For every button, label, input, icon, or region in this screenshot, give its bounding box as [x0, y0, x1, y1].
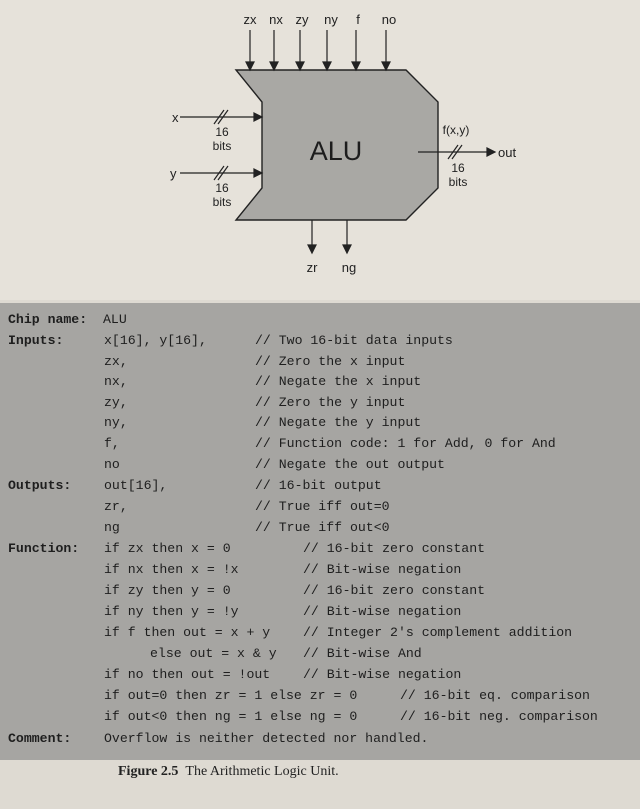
input-x-label: x: [172, 110, 179, 125]
alu-diagram-svg: [0, 0, 640, 300]
figure-caption: [118, 764, 339, 780]
output-comment: // True iff out=0: [255, 499, 390, 514]
input-comment: // Negate the x input: [255, 374, 422, 389]
chip-name-label: Chip name:: [8, 312, 88, 327]
control-zy-label: zy: [295, 12, 309, 27]
output-row: [0, 497, 390, 517]
function-code: else out = x & y: [150, 646, 277, 661]
chip-spec: [0, 303, 640, 760]
control-f-label: f: [356, 12, 360, 27]
function-comment: // Bit-wise negation: [303, 562, 462, 577]
output-name: zr,: [104, 499, 128, 514]
chip-name-row: [0, 310, 127, 330]
output-row: [0, 476, 382, 496]
function-comment: // Integer 2's complement addition: [303, 625, 573, 640]
function-row: [0, 560, 462, 580]
input-name: zx,: [104, 354, 128, 369]
input-comment: // Two 16-bit data inputs: [255, 333, 453, 348]
output-name: out[16],: [104, 478, 168, 493]
input-row: [0, 372, 422, 392]
comment-row: [0, 729, 429, 749]
function-row: [0, 581, 486, 601]
input-comment: // Function code: 1 for Add, 0 for And: [255, 436, 556, 451]
output-comment: // True iff out<0: [255, 520, 390, 535]
alu-diagram: [0, 0, 640, 300]
chip-name: ALU: [103, 312, 127, 327]
function-code: if f then out = x + y: [104, 625, 271, 640]
function-comment: // 16-bit zero constant: [303, 583, 486, 598]
input-x-unit: bits: [212, 139, 232, 153]
outputs-label: Outputs:: [8, 478, 72, 493]
function-row: [0, 602, 462, 622]
input-name: zy,: [104, 395, 128, 410]
output-name: ng: [104, 520, 120, 535]
control-ny-label: ny: [324, 12, 338, 27]
function-comment: // 16-bit zero constant: [303, 541, 486, 556]
function-row: [0, 623, 573, 643]
input-y-unit: bits: [212, 195, 232, 209]
input-y-bus: [180, 166, 262, 180]
output-zr-label: zr: [306, 260, 318, 275]
function-row: [0, 644, 422, 664]
status-outputs: [308, 220, 351, 253]
comment-label: Comment:: [8, 731, 72, 746]
input-comment: // Zero the y input: [255, 395, 406, 410]
alu-label: ALU: [309, 136, 363, 166]
function-row: [0, 707, 598, 727]
output-out-label: out: [498, 145, 517, 160]
output-ng-label: ng: [341, 260, 357, 275]
input-row: [0, 352, 406, 372]
function-comment: // 16-bit eq. comparison: [400, 688, 590, 703]
function-section-label: Function:: [8, 541, 80, 556]
function-comment: // Bit-wise negation: [303, 604, 462, 619]
input-row: [0, 434, 556, 454]
output-out-unit: bits: [448, 175, 468, 189]
input-x-width: 16: [215, 125, 229, 139]
output-comment: // 16-bit output: [255, 478, 382, 493]
input-row: [0, 455, 445, 475]
input-row: [0, 331, 453, 351]
input-name: ny,: [104, 415, 128, 430]
control-no-label: no: [381, 12, 397, 27]
input-name: f,: [104, 436, 120, 451]
function-comment: // 16-bit neg. comparison: [400, 709, 598, 724]
figure-number: Figure 2.5: [118, 764, 179, 779]
input-name: x[16], y[16],: [104, 333, 207, 348]
function-code: if out<0 then ng = 1 else ng = 0: [104, 709, 358, 724]
function-row: [0, 665, 462, 685]
function-code: if zy then y = 0: [104, 583, 231, 598]
control-inputs: [246, 30, 390, 70]
function-comment: // Bit-wise And: [303, 646, 422, 661]
input-row: [0, 393, 406, 413]
input-x-bus: [180, 110, 262, 124]
figure-caption-text: The Arithmetic Logic Unit.: [185, 764, 339, 779]
control-nx-label: nx: [269, 12, 283, 27]
input-y-label: y: [170, 166, 177, 181]
input-y-width: 16: [215, 181, 229, 195]
function-code: if zx then x = 0: [104, 541, 231, 556]
output-row: [0, 518, 390, 538]
input-row: [0, 413, 422, 433]
function-row: [0, 539, 486, 559]
function-row: [0, 686, 590, 706]
input-comment: // Negate the out output: [255, 457, 445, 472]
input-comment: // Negate the y input: [255, 415, 422, 430]
input-name: no: [104, 457, 120, 472]
function-comment: // Bit-wise negation: [303, 667, 462, 682]
inputs-label: Inputs:: [8, 333, 64, 348]
function-code: if out=0 then zr = 1 else zr = 0: [104, 688, 358, 703]
input-comment: // Zero the x input: [255, 354, 406, 369]
control-zx-label: zx: [243, 12, 257, 27]
output-out-width: 16: [451, 161, 465, 175]
function-code: if ny then y = !y: [104, 604, 239, 619]
function-label: f(x,y): [442, 123, 470, 137]
function-code: if nx then x = !x: [104, 562, 239, 577]
comment-text: Overflow is neither detected nor handled.: [104, 731, 429, 746]
function-code: if no then out = !out: [104, 667, 271, 682]
input-name: nx,: [104, 374, 128, 389]
